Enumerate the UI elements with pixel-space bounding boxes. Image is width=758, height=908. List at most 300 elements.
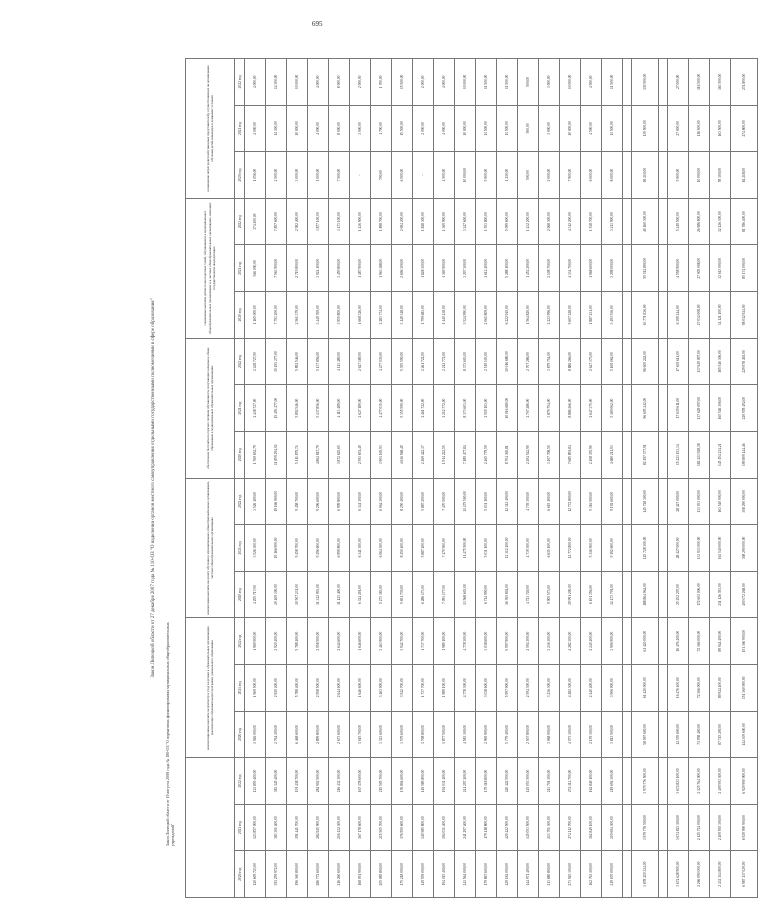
table-cell: 3 879 754,00 (539, 338, 560, 385)
table-cell: 2 068 300,00 (539, 198, 560, 245)
table-cell: 3 236 300,00 (539, 618, 560, 665)
table-cell: 1 646 600,00 (350, 664, 371, 711)
year-header: 2021 год (235, 105, 245, 152)
table-cell: 2 519 103,00 (476, 385, 497, 432)
table-cell: 3 526 100,00 (245, 478, 266, 525)
table-cell: 2 159 300,00 (581, 711, 602, 758)
spacer-cell (623, 338, 632, 385)
table-cell: 2 408 355,90 (581, 431, 602, 478)
table-cell: 15 500,00 (392, 59, 413, 106)
table-cell: 8 886 266,00 (560, 385, 581, 432)
spacer-cell (623, 292, 632, 339)
spacer-cell (659, 525, 668, 572)
table-cell: 2 000,00 (413, 105, 434, 152)
table-cell: 14 300,00 (266, 59, 287, 106)
table-cell: 9 905 573,00 (539, 571, 560, 618)
column-group-header: социальные выплаты детям из многодетных семей, обучающимся в муниципальных общеобразовательных организациях и в частных общеобразовательных организациях, имеющих государственную аккредитацию (186, 198, 235, 338)
table-cell: 179 118 800,00 (476, 804, 497, 851)
column-group-header: обеспечение бесплатного горячего питания обучающихся, получающих начальное общее образование в муниципальных образовательных организациях (186, 338, 235, 478)
table-cell: 2 409 593 300,00 (710, 804, 731, 851)
table-cell: 383 301 400,00 (266, 804, 287, 851)
table-cell: 49 160 300,00 (632, 198, 659, 245)
table-cell: 3 038 600,00 (476, 664, 497, 711)
table-cell: 213 701 300,00 (539, 758, 560, 805)
table-cell: 6 324 491,00 (350, 571, 371, 618)
table-cell: 3 493 536,00 (602, 292, 623, 339)
table-cell: 6 500,00 (392, 152, 413, 199)
table-cell: 58 097 600,00 (632, 711, 659, 758)
table-cell: 17 639 611,00 (668, 338, 689, 385)
spacer-cell (623, 198, 632, 245)
table-cell: 2 920 400,00 (266, 618, 287, 665)
table-cell: 32 613 000,00 (710, 245, 731, 292)
table-cell: 10 000,00 (287, 105, 308, 152)
table-cell: 1 700,00 (371, 105, 392, 152)
table-cell: 284 902 500,00 (308, 758, 329, 805)
table-cell: 4 073 300,00 (560, 711, 581, 758)
table-cell: 6 929 990 900,00 (731, 758, 758, 805)
table-cell: 4 255 717,00 (245, 571, 266, 618)
rotated-sheet (75, 48, 746, 908)
table-cell: 3 107 708,50 (539, 431, 560, 478)
table-cell: 1 553 800,00 (476, 198, 497, 245)
year-header: 2021 год (235, 385, 245, 432)
spacer-cell (659, 59, 668, 106)
table-cell: 1 436 900,00 (350, 198, 371, 245)
table-cell: 11 500,00 (476, 105, 497, 152)
table-cell: 11 500,00 (602, 59, 623, 106)
table-cell: 2 108 700,00 (539, 245, 560, 292)
table-cell: 3 459 800,00 (329, 245, 350, 292)
table-cell: 10 016 680,00 (497, 385, 518, 432)
table-cell: 3 924 100,00 (308, 245, 329, 292)
table-cell: 165 546 306,00 (710, 338, 731, 385)
table-cell: 32 126 300,00 (710, 198, 731, 245)
table-cell: 12 772 800,00 (560, 525, 581, 572)
table-cell: 179 867 600,00 (476, 851, 497, 898)
table-cell: 162 763 100,00 (581, 851, 602, 898)
table-row (581, 59, 602, 898)
table-cell: 4 778 300,00 (455, 664, 476, 711)
table-cell: 1 564 820,00 (518, 292, 539, 339)
table-cell: 11 123 400,00 (329, 571, 350, 618)
table-cell: 400 072 268,00 (731, 571, 758, 618)
table-cell: 3 979 776 500,00 (632, 804, 659, 851)
year-header-row (235, 59, 245, 898)
table-cell: 215 505 700,00 (371, 804, 392, 851)
table-cell: 179 118 800,00 (476, 758, 497, 805)
table-cell: 72 366 000,00 (689, 618, 710, 665)
table-cell: 5 997 900,00 (497, 664, 518, 711)
table-cell: 8 250 400,00 (392, 478, 413, 525)
table-cell: 7 189 477,84 (455, 431, 476, 478)
table-cell: 3 000,00 (539, 59, 560, 106)
table-cell: 6 341 300,00 (350, 478, 371, 525)
table-cell: 2 694 200,00 (392, 198, 413, 245)
table-cell: 2 240 400,00 (581, 618, 602, 665)
table-cell: 1 887 231,00 (581, 292, 602, 339)
year-header: 2020 год (235, 851, 245, 898)
table-cell: 175 218 000,00 (392, 851, 413, 898)
table-cell: 4 500,00 (581, 105, 602, 152)
table-cell: 11 500,00 (476, 59, 497, 106)
spacer-cell (623, 478, 632, 525)
spacer-cell (623, 571, 632, 618)
table-cell: 4 000,00 (434, 59, 455, 106)
table-cell: 59 300,00 (710, 152, 731, 199)
table-cell: 61 420 000,00 (632, 664, 659, 711)
table-cell: 2 461 722,00 (413, 338, 434, 385)
table-cell: 9 296 600,00 (308, 478, 329, 525)
table-cell: 2 958 500,00 (308, 618, 329, 665)
table-cell: 374 200,00 (245, 198, 266, 245)
table-cell: 9 458 700,00 (287, 478, 308, 525)
table-cell: 89 944 400,00 (710, 618, 731, 665)
table-cell: 20 409 300,00 (266, 571, 287, 618)
table-cell: 34 121 100,00 (710, 292, 731, 339)
table-cell: 308 290 000,00 (731, 478, 758, 525)
table-cell: 2 719 800,00 (287, 245, 308, 292)
table-cell: 4 500,00 (434, 152, 455, 199)
table-cell: 273 945 300,00 (560, 851, 581, 898)
table-cell: 2 696 300,00 (392, 245, 413, 292)
table-cell: 213 680 800,00 (539, 851, 560, 898)
table-cell: 2 212 772,00 (434, 385, 455, 432)
table-cell: 1 828 300,00 (413, 245, 434, 292)
table-cell: 3 524 990,00 (455, 292, 476, 339)
table-cell: 5 137 856,00 (308, 338, 329, 385)
table-cell: 4 723 749,00 (518, 571, 539, 618)
table-cell: 163 500,00 (710, 59, 731, 106)
table-cell: 4 000,00 (434, 105, 455, 152)
table-cell: 286 772 600,00 (308, 851, 329, 898)
table-row (371, 59, 392, 898)
table-cell: 2 000,00 (539, 152, 560, 199)
table-cell: 7 470 500,00 (434, 478, 455, 525)
spacer-cell (623, 152, 632, 199)
table-cell: 27 005 008,00 (689, 245, 710, 292)
data-table (185, 58, 758, 898)
table-cell: 3 247 600,00 (455, 198, 476, 245)
table-cell: 10 000,00 (455, 152, 476, 199)
table-cell: 14 300,00 (266, 105, 287, 152)
table-cell: 123 855 400,00 (245, 758, 266, 805)
table-cell: 7 793 200,00 (266, 292, 287, 339)
table-cell: 2 707 286,00 (518, 338, 539, 385)
table-cell: 10 016 680,00 (497, 338, 518, 385)
table-cell: 162 849 100,00 (581, 758, 602, 805)
table-cell: 4 000,00 (245, 105, 266, 152)
table-cell: 4 334 700,00 (560, 245, 581, 292)
table-cell: 11 475 500,00 (455, 525, 476, 572)
table-cell: 1 828 300,00 (413, 198, 434, 245)
table-cell: 87 745 200,00 (710, 711, 731, 758)
table-cell: 1 700,00 (371, 59, 392, 106)
table-cell: 6 987 137 029,00 (731, 851, 758, 898)
table-cell: 5 779 400,00 (497, 711, 518, 758)
table-cell: 10 507 231,00 (287, 571, 308, 618)
table-cell: 6 999 800,00 (329, 478, 350, 525)
table-cell: 7 093 177,00 (434, 571, 455, 618)
table-cell: 1 898 700,00 (371, 198, 392, 245)
table-cell: 1 963 388,00 (371, 245, 392, 292)
table-cell: 7 563 900,00 (266, 245, 287, 292)
year-header: 2022 год (235, 198, 245, 245)
table-cell: 172 601 006,00 (689, 571, 710, 618)
table-cell: 391 259 972,00 (266, 851, 287, 898)
table-cell: 2 409 593 300,00 (710, 758, 731, 805)
table-cell: 176 950 600,00 (392, 804, 413, 851)
table-cell: 5 031 100,00 (476, 478, 497, 525)
table-cell: 3 872 625,65 (329, 431, 350, 478)
table-cell: 2 223 996,00 (539, 292, 560, 339)
table-cell: 85 174 000,00 (731, 245, 758, 292)
table-cell: 144 971 400,00 (518, 851, 539, 898)
table-cell: 4 000,00 (308, 59, 329, 106)
table-row (350, 59, 371, 898)
table-cell: 3 526 300,00 (245, 525, 266, 572)
table-cell: 4 477 035,00 (371, 385, 392, 432)
table-row (731, 59, 758, 898)
table-cell: 5 887 200,00 (413, 478, 434, 525)
table-cell: 4 000,00 (308, 105, 329, 152)
table-cell: 26 986 800,00 (689, 198, 710, 245)
table-cell: 3 979 776 500,00 (632, 758, 659, 805)
table-cell: 241 564 000,00 (455, 851, 476, 898)
table-cell: 1 737 700,00 (413, 664, 434, 711)
table-cell: 1 668 326,00 (350, 292, 371, 339)
table-cell: 191 441 700,00 (287, 804, 308, 851)
table-cell: 194 015 400,00 (434, 851, 455, 898)
year-header: 2022 год (235, 338, 245, 385)
table-cell: 3 236 300,00 (539, 664, 560, 711)
table-row (602, 59, 623, 898)
table-cell: 15 493 277,00 (266, 385, 287, 432)
table-cell: 145 053 500,00 (518, 804, 539, 851)
table-cell: 7 857 600,00 (266, 198, 287, 245)
table-cell: 6 222 945,00 (497, 292, 518, 339)
table-cell: 5 031 100,00 (476, 525, 497, 572)
table-cell: 82 297 377,91 (632, 431, 659, 478)
year-header: 2020 год (235, 571, 245, 618)
table-cell: 81 786 400,00 (731, 198, 758, 245)
table-cell: 3 298 000,00 (602, 245, 623, 292)
table-cell: 1 000,00 (308, 152, 329, 199)
spacer-cell (623, 851, 632, 898)
table-cell: 3 473 100,00 (329, 198, 350, 245)
table-cell: 151 360 900,00 (731, 618, 758, 665)
table-cell: 4 739 300,00 (518, 525, 539, 572)
table-cell: 6 999 800,00 (329, 525, 350, 572)
table-row (308, 59, 329, 898)
table-cell: 9 192 600,00 (602, 525, 623, 572)
table-cell: 2 432 314 800,00 (710, 851, 731, 898)
table-cell: 6 064 300,00 (371, 525, 392, 572)
table-cell: 2 240 400,00 (581, 664, 602, 711)
year-header: 2022 год (235, 618, 245, 665)
column-group-header: компенсация выплаты на оплату обучения в муниципальных общеобразовательных организациях, частных общеобразовательных организациях (186, 478, 235, 618)
table-cell: 1 452 200,00 (518, 245, 539, 292)
spacer-row (659, 59, 668, 898)
table-cell: 9 458 700,00 (287, 525, 308, 572)
table-row (497, 59, 518, 898)
table-cell: 1 369 900,00 (434, 245, 455, 292)
table-cell: 145 728 300,00 (632, 525, 659, 572)
table-cell: 11 322 093,00 (308, 571, 329, 618)
table-cell: 12 312 400,00 (497, 478, 518, 525)
table-cell: 151 360 900,00 (731, 664, 758, 711)
spacer-row (623, 59, 632, 898)
table-cell: 3 000,00 (287, 152, 308, 199)
table-cell: 274 800,00 (731, 105, 758, 152)
table-cell: 4 862 817,79 (308, 431, 329, 478)
table-cell: 28 427 000,00 (668, 525, 689, 572)
table-cell: 2 627 189,00 (350, 338, 371, 385)
spacer-cell (659, 618, 668, 665)
table-cell: 5 355 590,00 (392, 338, 413, 385)
table-cell: 71 958 400,00 (689, 711, 710, 758)
table-cell: 3 955 800,00 (329, 292, 350, 339)
table-cell: 2 561 379,00 (287, 292, 308, 339)
table-cell: 63 771 836,00 (632, 292, 659, 339)
table-cell: 2 647 375,00 (581, 338, 602, 385)
table-cell: 5 111 879,74 (287, 431, 308, 478)
table-cell: 145 053 500,00 (518, 758, 539, 805)
table-cell: 15 500,00 (392, 105, 413, 152)
table-cell: 5 788 400,00 (287, 618, 308, 665)
table-cell: 61 420 000,00 (632, 618, 659, 665)
table-cell: 2 627 189,00 (350, 385, 371, 432)
table-cell: 205 085 800,00 (371, 851, 392, 898)
table-cell: 1 440 438,00 (434, 292, 455, 339)
table-cell: 2 644 600,00 (329, 618, 350, 665)
table-cell: 5 788 400,00 (287, 664, 308, 711)
spacer-cell (623, 758, 632, 805)
table-cell: 1 646 600,00 (350, 618, 371, 665)
table-cell: 28 427 000,00 (668, 478, 689, 525)
table-cell: 274 112 700,00 (560, 804, 581, 851)
spacer-cell (659, 152, 668, 199)
spacer-cell (659, 245, 668, 292)
spacer-cell (623, 711, 632, 758)
table-cell: 149 559 000,00 (413, 851, 434, 898)
table-cell: 27 000,00 (668, 105, 689, 152)
table-cell: 3 901 165,93 (371, 431, 392, 478)
table-cell: 6 615 100,00 (539, 478, 560, 525)
table-cell: 98 012 924,00 (731, 292, 758, 339)
spacer-cell (659, 385, 668, 432)
table-cell: 1 968 600,00 (581, 245, 602, 292)
table-cell: 16 476 400,00 (668, 618, 689, 665)
spacer-cell (659, 431, 668, 478)
table-cell: 3 463 900,00 (371, 664, 392, 711)
table-cell: 69 210,00 (632, 152, 659, 199)
table-cell: 13 568 603,00 (455, 571, 476, 618)
table-cell: 1 369 900,00 (434, 198, 455, 245)
table-cell: 6 064 300,00 (371, 478, 392, 525)
table-cell: 19 166 900,00 (266, 478, 287, 525)
table-row (560, 59, 581, 898)
table-cell: 10 000,00 (560, 59, 581, 106)
table-cell: 145 154 234,21 (710, 431, 731, 478)
table-cell: 133 933 000,00 (689, 525, 710, 572)
law-reference: Закон Липецкой области от 19 августа 2008 года № 180-ОЗ "О нормативах финансирования муниципальных общеобразовательных учреждений" (165, 622, 175, 846)
spacer-cell (659, 571, 668, 618)
table-cell: 4 282 300,00 (560, 618, 581, 665)
table-cell: 16 765 804,00 (497, 571, 518, 618)
table-cell: 10 000,00 (455, 105, 476, 152)
table-cell: 7 500,00 (329, 152, 350, 199)
table-cell: 308 290 000,00 (731, 525, 758, 572)
table-cell: 2 500,00 (266, 152, 287, 199)
table-cell: 6 399 244,00 (668, 292, 689, 339)
year-header: 2022 год (235, 59, 245, 106)
table-cell: 10 000,00 (560, 105, 581, 152)
spacer-cell (659, 664, 668, 711)
table-cell: 1 877 500,00 (434, 711, 455, 758)
table-cell: 2 593 651,49 (350, 431, 371, 478)
spacer-cell (659, 804, 668, 851)
table-cell: 10 000,00 (689, 152, 710, 199)
table-cell: 241 297 400,00 (455, 758, 476, 805)
table-cell: 165 546 306,00 (710, 385, 731, 432)
table-cell: 96 605 242,00 (632, 338, 659, 385)
table-cell: 8 704 365,81 (497, 431, 518, 478)
table-row (668, 59, 689, 898)
table-cell: 16 476 400,00 (668, 664, 689, 711)
table-cell: 163 540 000,00 (710, 478, 731, 525)
table-cell: 5 288 100,00 (497, 245, 518, 292)
table-cell: 6 341 300,00 (350, 525, 371, 572)
table-cell: 162 849 100,00 (581, 804, 602, 851)
table-cell: 1 969 500,00 (245, 618, 266, 665)
table-cell: 19 166 900,00 (266, 525, 287, 572)
table-cell: 5 892 546,00 (287, 385, 308, 432)
table-row (539, 59, 560, 898)
table-cell: 274 112 700,00 (560, 758, 581, 805)
table-cell: 3 000,00 (350, 105, 371, 152)
table-cell: 145 728 300,00 (632, 478, 659, 525)
spacer-cell (623, 618, 632, 665)
table-cell: 10 000,00 (287, 59, 308, 106)
table-cell: 1 989 100,00 (434, 618, 455, 665)
table-cell: 5 316 500,00 (581, 478, 602, 525)
table-cell: 1 799 683,00 (413, 292, 434, 339)
table-cell: 89 944 400,00 (710, 664, 731, 711)
table-cell: 4 500,00 (581, 59, 602, 106)
table-cell: 3 906 900,00 (602, 664, 623, 711)
table-cell: 1 708 800,00 (413, 711, 434, 758)
table-cell: 3 906 900,00 (602, 618, 623, 665)
table-cell: 1 056,00 (245, 152, 266, 199)
table-cell: 2 764 100,00 (266, 711, 287, 758)
table-cell: 2 266 090 000,00 (689, 851, 710, 898)
table-cell: 3 674 628 900,00 (668, 851, 689, 898)
table-cell: 5 887 200,00 (413, 525, 434, 572)
table-cell: 3 449 769,00 (308, 292, 329, 339)
table-cell: 5 355 590,00 (392, 385, 413, 432)
table-row (392, 59, 413, 898)
table-cell: 149 585 800,00 (413, 804, 434, 851)
table-cell: 8 373 603,00 (455, 385, 476, 432)
table-cell: 2 465 779,59 (476, 431, 497, 478)
table-cell: 700,00 (371, 152, 392, 199)
table-cell: 4 636 568,49 (392, 431, 413, 478)
table-cell: 3 323 600,00 (371, 711, 392, 758)
table-cell: 196 360 800,00 (287, 851, 308, 898)
table-cell: 216 432 300,00 (329, 804, 350, 851)
table-cell: 2 899 800,00 (308, 711, 329, 758)
